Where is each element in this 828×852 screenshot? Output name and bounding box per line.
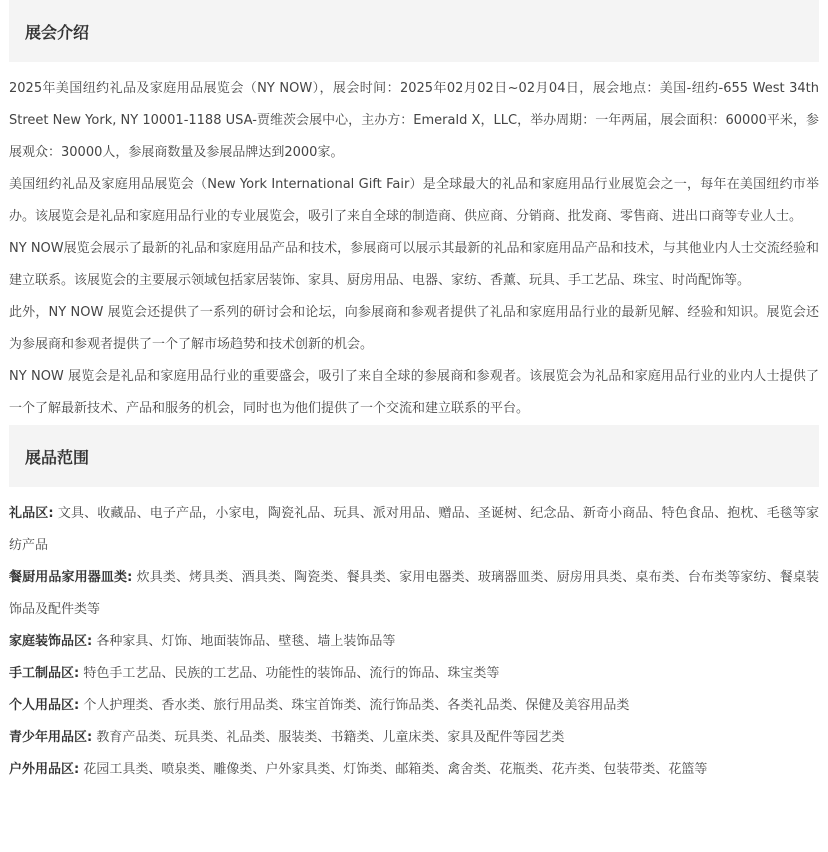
scope-item-label: 户外用品区: bbox=[9, 762, 80, 777]
scope-item-label: 礼品区: bbox=[9, 506, 54, 521]
scope-item bbox=[9, 690, 819, 722]
intro-paragraph: 此外，NY NOW 展览会还提供了一系列的研讨会和论坛，向参展商和参观者提供了礼品和家庭用品行业的最新见解、经验和知识。展览会还为参展商和参观者提供了一个了解市场趋势和技术创新的机会。 bbox=[9, 305, 819, 352]
scope-item-label: 家庭装饰品区: bbox=[9, 634, 93, 649]
scope-item-label: 餐厨用品家用器皿类: bbox=[9, 570, 133, 585]
scope-item-label: 青少年用品区: bbox=[9, 730, 93, 745]
intro-paragraph: 2025年美国纽约礼品及家庭用品展览会（NY NOW），展会时间：2025年02月02日~02月04日，展会地点：美国-纽约-655 West 34th Street New York, NY 10001-1188 USA-贾维茨会展中心，主办方：Emerald X，LLC，举办周期：一年两届，展会面积：60000平米，参展观众：30000人，参展商数量及参展品牌达到2000家。 bbox=[9, 81, 819, 160]
scope-item-text: 文具、收藏品、电子产品，小家电，陶瓷礼品、玩具、派对用品、赠品、圣诞树、纪念品、新奇小商品、特色食品、抱枕、毛毯等家纺产品 bbox=[9, 506, 819, 553]
scope-item-text: 特色手工艺品、民族的工艺品、功能性的装饰品、流行的饰品、珠宝类等 bbox=[79, 666, 500, 681]
scope-item-text: 花园工具类、喷泉类、雕像类、户外家具类、灯饰类、邮箱类、禽舍类、花瓶类、花卉类、包装带类、花篮等 bbox=[79, 762, 708, 777]
scope-item bbox=[9, 498, 819, 562]
scope-item bbox=[9, 754, 819, 786]
scope-item bbox=[9, 562, 819, 626]
scope-item bbox=[9, 626, 819, 658]
scope-list bbox=[9, 487, 819, 786]
scope-item-text: 教育产品类、玩具类、礼品类、服装类、书籍类、儿童床类、家具及配件等园艺类 bbox=[92, 730, 565, 745]
section-title-scope: 展品范围 bbox=[9, 425, 819, 487]
section-title-intro: 展会介绍 bbox=[9, 0, 819, 62]
scope-item-text: 炊具类、烤具类、酒具类、陶瓷类、餐具类、家用电器类、玻璃器皿类、厨房用具类、桌布类、台布类等家纺、餐桌装饰品及配件类等 bbox=[9, 570, 820, 617]
intro-paragraph: 美国纽约礼品及家庭用品展览会（New York International Gift Fair）是全球最大的礼品和家庭用品行业展览会之一，每年在美国纽约市举办。该展览会是礼品和家庭用品行业的专业展览会，吸引了来自全球的制造商、供应商、分销商、批发商、零售商、进出口商等专业人士。 bbox=[9, 177, 819, 224]
scope-item-text: 各种家具、灯饰、地面装饰品、壁毯、墙上装饰品等 bbox=[92, 634, 396, 649]
scope-item-label: 个人用品区: bbox=[9, 698, 80, 713]
intro-paragraph: NY NOW 展览会是礼品和家庭用品行业的重要盛会，吸引了来自全球的参展商和参观者。该展览会为礼品和家庭用品行业的业内人士提供了一个了解最新技术、产品和服务的机会，同时也为他们提供了一个交流和建立联系的平台。 bbox=[9, 369, 819, 416]
intro-paragraph: NY NOW展览会展示了最新的礼品和家庭用品产品和技术，参展商可以展示其最新的礼品和家庭用品产品和技术，与其他业内人士交流经验和建立联系。该展览会的主要展示领域包括家居装饰、家具、厨房用品、电器、家纺、香薰、玩具、手工艺品、珠宝、时尚配饰等。 bbox=[9, 241, 819, 288]
intro-body bbox=[9, 62, 819, 425]
scope-item bbox=[9, 722, 819, 754]
scope-item bbox=[9, 658, 819, 690]
scope-item-label: 手工制品区: bbox=[9, 666, 80, 681]
scope-item-text: 个人护理类、香水类、旅行用品类、珠宝首饰类、流行饰品类、各类礼品类、保健及美容用品类 bbox=[79, 698, 630, 713]
